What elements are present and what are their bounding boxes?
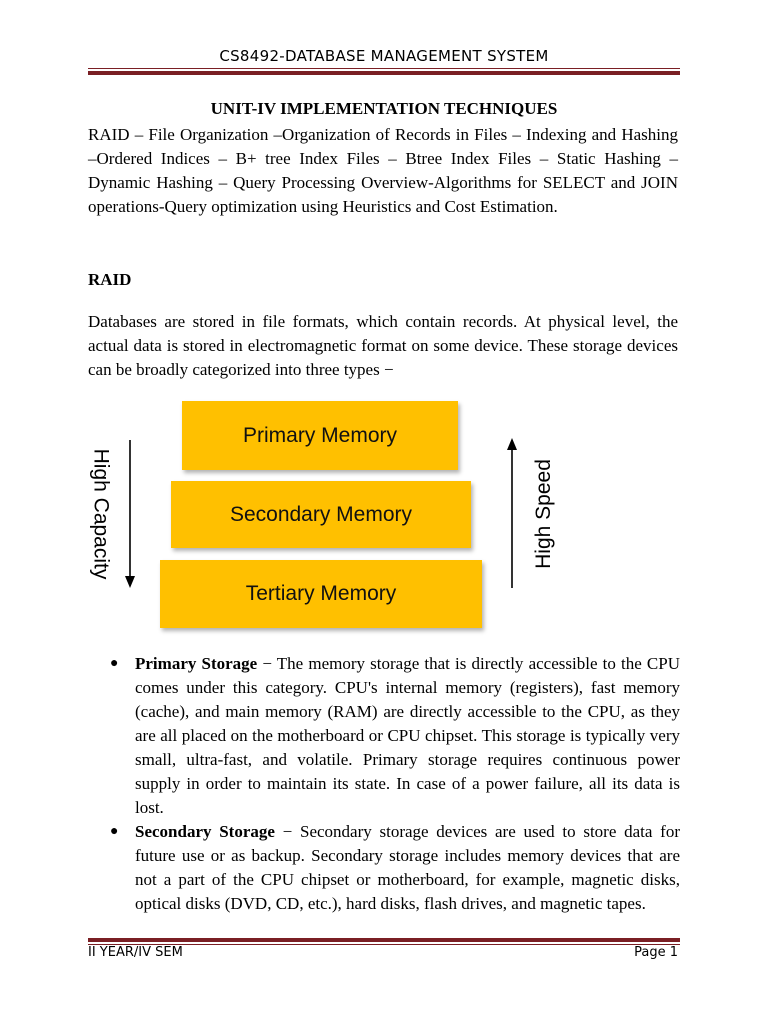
intro-paragraph: Databases are stored in file formats, which contain records. At physical level, the actual data is stored in electromagnetic format on some device. These storage devices can be broadly categorized into three types − (88, 312, 678, 379)
syllabus-paragraph: RAID – File Organization –Organization of Records in Files – Indexing and Hashing –Ordered Indices – B+ tree Index Files – Btree Index Files – Static Hashing – Dynamic Hashing – Query Processing Overview-Algorithms for SELECT and JOIN operations-Query optimization using Heuristics and Cost Estimation. (88, 125, 678, 216)
footer-year-sem: II YEAR/IV SEM (88, 945, 183, 960)
raid-heading: RAID (88, 270, 132, 289)
list-item-secondary-storage (110, 820, 680, 916)
bullet-icon: ● (110, 824, 119, 839)
list-item-primary-storage (110, 652, 680, 820)
storage-types-list (110, 652, 680, 916)
primary-memory-box: Primary Memory (182, 401, 458, 470)
high-capacity-label: High Capacity (89, 448, 113, 580)
page-header-title: CS8492-DATABASE MANAGEMENT SYSTEM (219, 47, 549, 65)
high-speed-arrow (504, 438, 520, 590)
footer-rule (88, 938, 680, 945)
primary-storage-text: − The memory storage that is directly accessible to the CPU comes under this category. CPU's internal memory (registers), fast memory (cache), and main memory (RAM) are directly accessible to the CPU, as they are all placed on the motherboard or CPU chipset. This storage is typically very small, ultra-fast, and volatile. Primary storage requires continuous power supply in order to maintain its state. In case of a power failure, all its data is lost. (135, 654, 680, 817)
memory-hierarchy-diagram (88, 390, 680, 640)
primary-storage-term: Primary Storage (135, 654, 258, 673)
header-rule (88, 68, 680, 75)
bullet-icon: ● (110, 656, 119, 671)
high-capacity-arrow (122, 440, 138, 590)
secondary-storage-term: Secondary Storage (135, 822, 275, 841)
secondary-storage-text: − Secondary storage devices are used to store data for future use or as backup. Secondary storage includes memory devices that are not a part of the CPU chipset or motherboard, for example, magnetic disks, optical disks (DVD, CD, etc.), hard disks, flash drives, and magnetic tapes. (135, 822, 680, 913)
high-speed-label: High Speed (531, 459, 555, 569)
footer-page-number: Page 1 (634, 945, 678, 960)
tertiary-memory-box: Tertiary Memory (160, 560, 482, 628)
unit-title: UNIT-IV IMPLEMENTATION TECHNIQUES (210, 99, 558, 118)
secondary-memory-box: Secondary Memory (171, 481, 471, 548)
